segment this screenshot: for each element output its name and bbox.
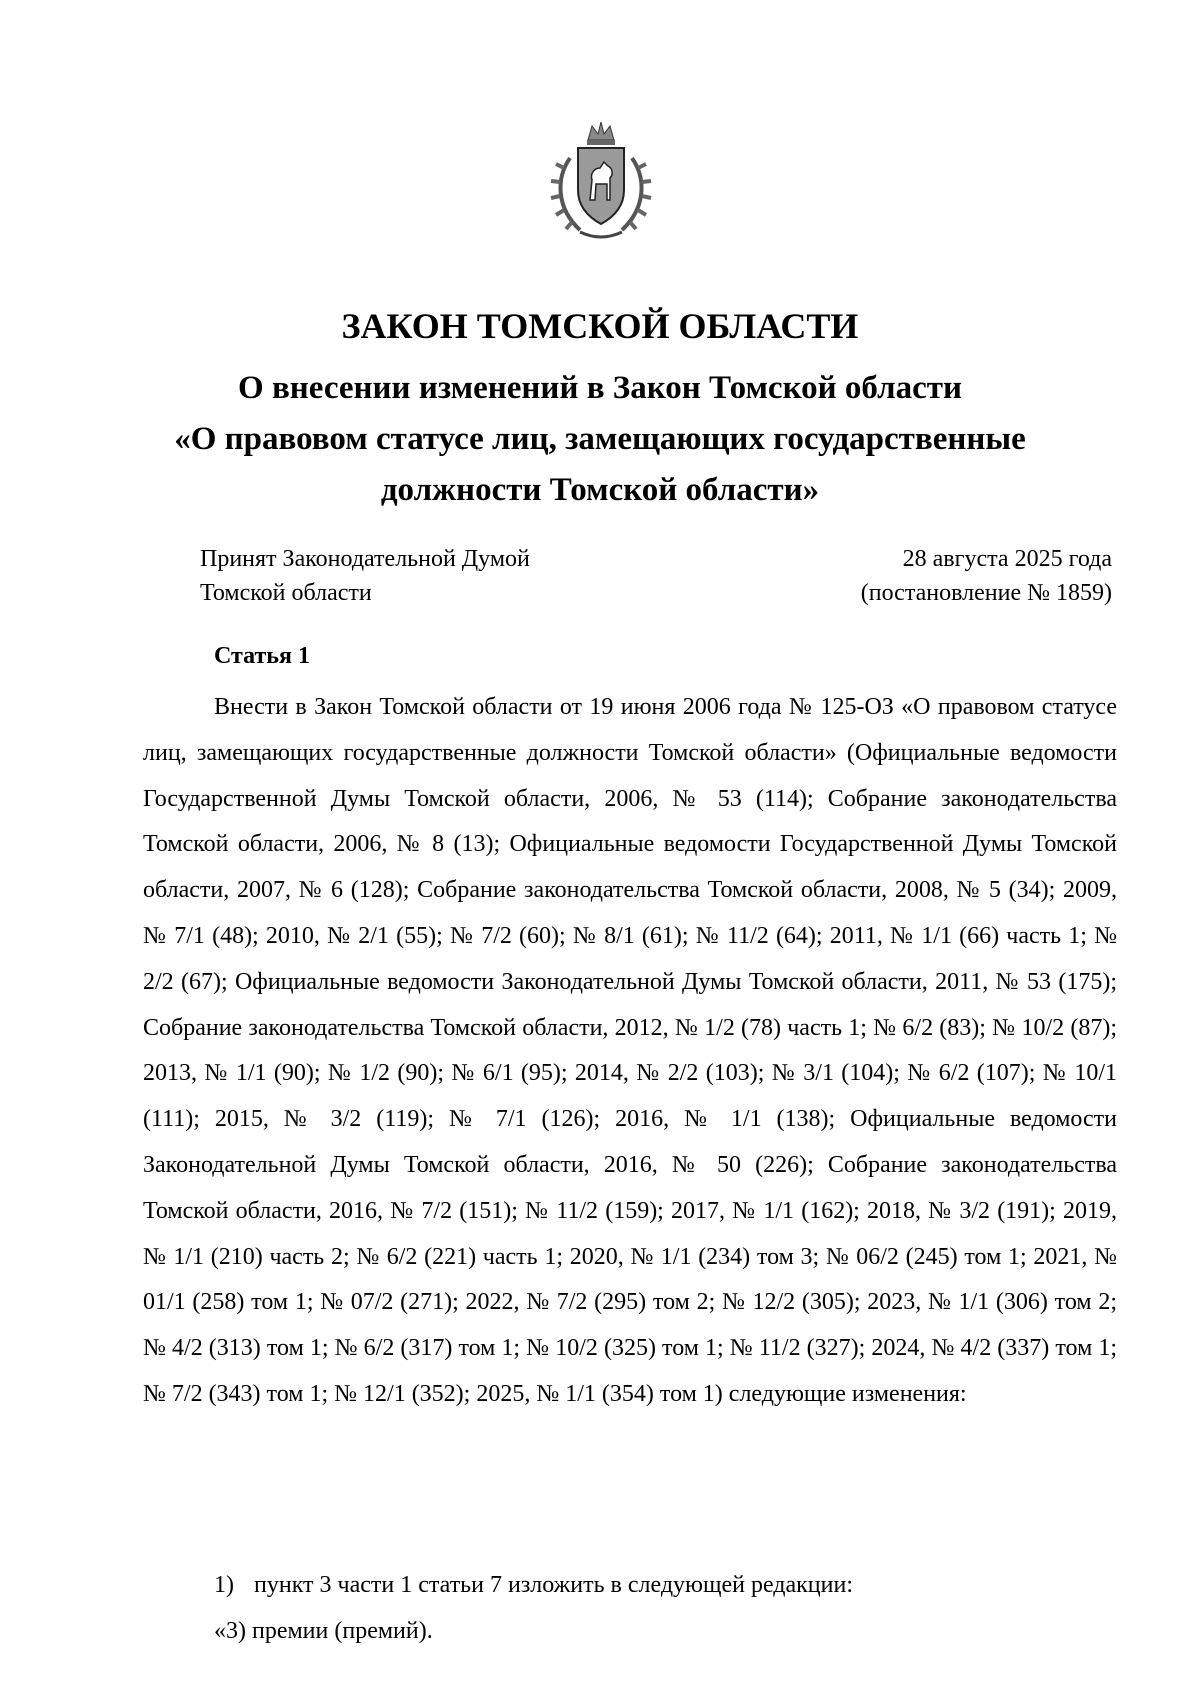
article-item-1	[214, 1572, 853, 1599]
law-title-line-3: должности Томской области»	[380, 472, 820, 508]
law-title-line-1: О внесении изменений в Закон Томской области	[238, 370, 962, 406]
law-type-heading: ЗАКОН ТОМСКОЙ ОБЛАСТИ	[341, 306, 859, 346]
adoption-body-line-2: Томской области	[200, 580, 372, 606]
coat-of-arms-emblem	[550, 118, 652, 246]
item-text: пункт 3 части 1 статьи 7 изложить в следующей редакции:	[254, 1572, 854, 1598]
article-paragraph: Внести в Закон Томской области от 19 июня 2006 года № 125-ОЗ «О правовом статусе лиц, замещающих государственные должности Томской области» (Официальные ведомости Государственной Думы Томской области, 2006, № 53 (114); Собрание законодательства Томской области, 2006, № 8 (13); Официальные ведомости Государственной Думы Томской области, 2007, № 6 (128); Собрание законодательства Томской области, 2008, № 5 (34); 2009, № 7/1 (48); 2010, № 2/1 (55); № 7/2 (60); № 8/1 (61); № 11/2 (64); 2011, № 1/1 (66) часть 1; № 2/2 (67); Официальные ведомости Законодательной Думы Томской области, 2011, № 53 (175); Собрание законодательства Томской области, 2012, № 1/2 (78) часть 1; № 6/2 (83); № 10/2 (87); 2013, № 1/1 (90); № 1/2 (90); № 6/1 (95); 2014, № 2/2 (103); № 3/1 (104); № 6/2 (107); № 10/1 (111); 2015, № 3/2 (119); № 7/1 (126); 2016, № 1/1 (138); Официальные ведомости Законодательной Думы Томской области, 2016, № 50 (226); Собрание законодательства Томской области, 2016, № 7/2 (151); № 11/2 (159); 2017, № 1/1 (162); 2018, № 3/2 (191); 2019, № 1/1 (210) часть 2; № 6/2 (221) часть 1; 2020, № 1/1 (234) том 3; № 06/2 (245) том 1; 2021, № 01/1 (258) том 1; № 07/2 (271); 2022, № 7/2 (295) том 2; № 12/2 (305); 2023, № 1/1 (306) том 2; № 4/2 (313) том 1; № 6/2 (317) том 1; № 10/2 (325) том 1; № 11/2 (327); 2024, № 4/2 (337) том 1; № 7/2 (343) том 1; № 12/1 (352); 2025, № 1/1 (354) том 1) следующие изменения:	[143, 694, 1117, 1407]
article-heading: Статья 1	[214, 643, 310, 669]
tomsk-coat-of-arms-icon	[550, 118, 652, 246]
adoption-body	[200, 542, 530, 610]
adoption-date-line-1: 28 августа 2025 года	[902, 546, 1112, 572]
item-number: 1)	[214, 1572, 234, 1598]
adoption-date	[861, 542, 1112, 610]
law-title-line-2: «О правовом статусе лиц, замещающих государственные	[174, 421, 1026, 457]
adoption-body-line-1: Принят Законодательной Думой	[200, 546, 530, 572]
law-title	[0, 363, 1200, 516]
amended-clause-text: «3) премии (премий).	[214, 1618, 433, 1644]
adoption-resolution-line: (постановление № 1859)	[860, 580, 1112, 606]
